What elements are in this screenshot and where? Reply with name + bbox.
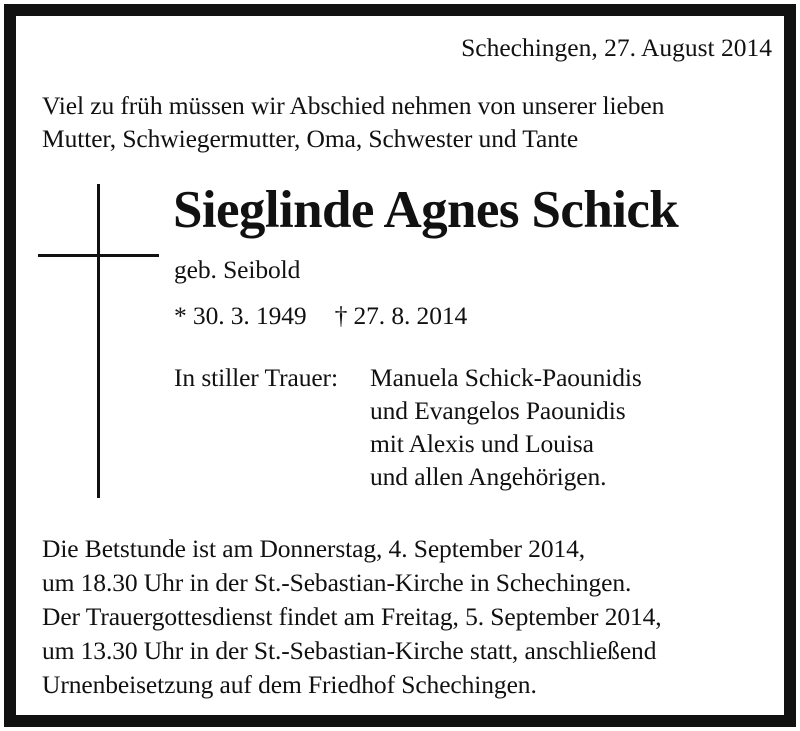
notice-line: um 18.30 Uhr in der St.-Sebastian-Kirche in Schechingen.: [42, 568, 632, 597]
notice-line: Der Trauergottesdienst findet am Freitag, 5. September 2014,: [42, 602, 662, 631]
death-date: † 27. 8. 2014: [334, 301, 468, 330]
birth-date: * 30. 3. 1949: [174, 301, 307, 330]
deceased-name: Sieglinde Agnes Schick: [173, 181, 679, 239]
mourner-line: und Evangelos Paounidis: [370, 396, 626, 425]
mourner-line: und allen Angehörigen.: [370, 462, 607, 491]
cross-horizontal-bar: [38, 254, 159, 257]
notice-line: um 13.30 Uhr in der St.-Sebastian-Kirche statt, anschließend: [42, 636, 657, 665]
intro-line: Viel zu früh müssen wir Abschied nehmen von unserer lieben: [42, 91, 665, 120]
notice-line: Die Betstunde ist am Donnerstag, 4. September 2014,: [42, 534, 586, 563]
notice-line: Urnenbeisetzung auf dem Friedhof Schechingen.: [42, 670, 537, 699]
cross-vertical-bar: [97, 184, 100, 498]
birth-name: geb. Seibold: [174, 255, 301, 284]
mourners-list: [370, 362, 642, 494]
mourning-label: In stiller Trauer:: [174, 363, 338, 392]
mourner-line: Manuela Schick-Paounidis: [370, 363, 642, 392]
service-notice: [42, 533, 662, 703]
mourner-line: mit Alexis und Louisa: [370, 429, 594, 458]
place-date: Schechingen, 27. August 2014: [461, 33, 772, 62]
intro-text: [42, 90, 664, 156]
life-dates: [174, 300, 467, 332]
intro-line: Mutter, Schwiegermutter, Oma, Schwester und Tante: [42, 124, 579, 153]
